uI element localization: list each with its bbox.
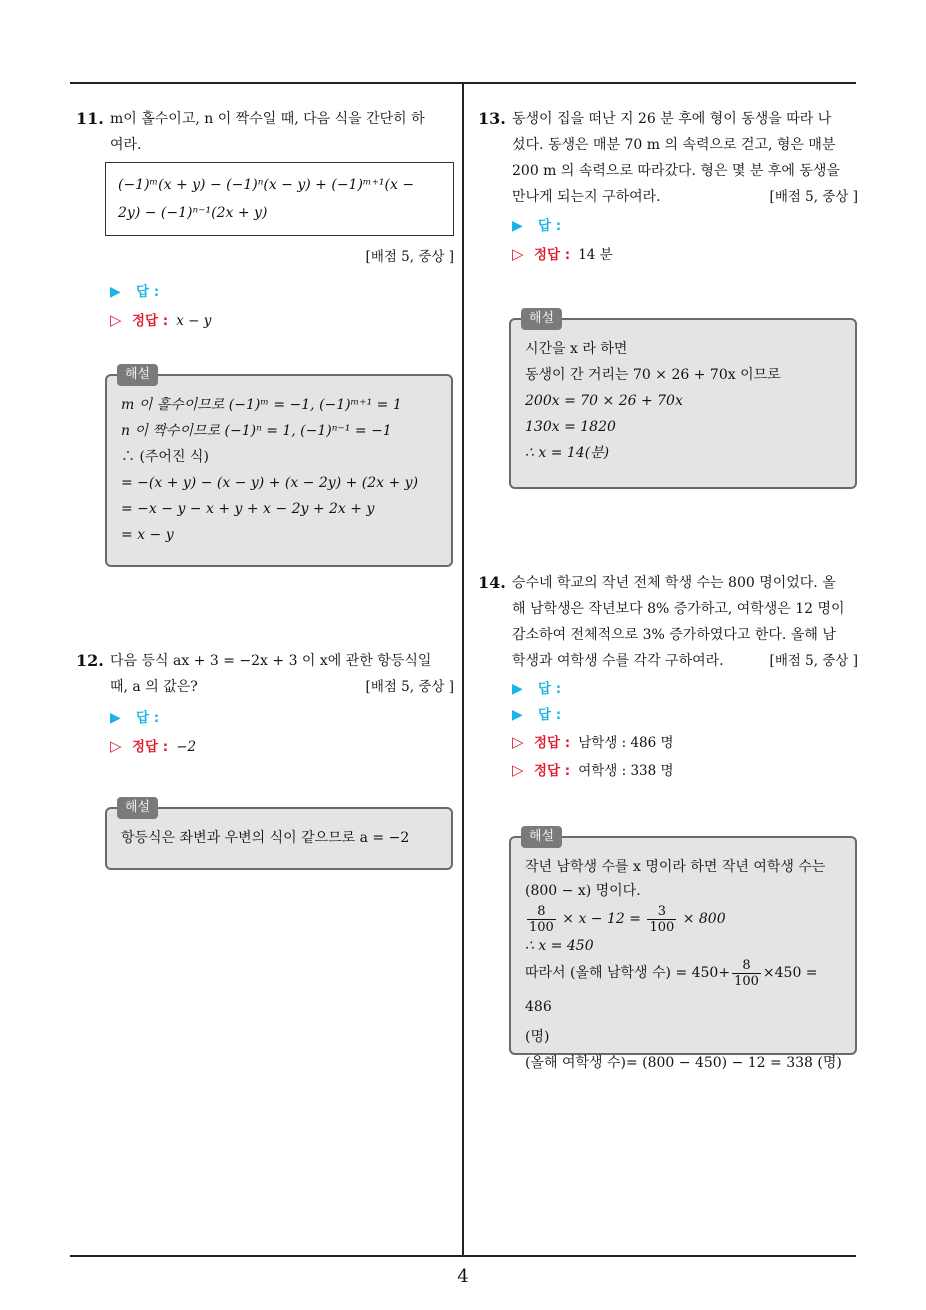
correct-arrow-icon: ▷ [512, 733, 524, 751]
solution-line: (올해 여학생 수)= (800 − 450) − 12 = 338 (명) [525, 1055, 842, 1071]
correct-arrow-icon: ▷ [512, 761, 524, 779]
solution-line: ∴ (주어진 식) [121, 449, 209, 465]
numerator: 8 [732, 958, 761, 974]
correct-label: 정답 : [132, 313, 169, 329]
solution-tag: 해설 [117, 797, 158, 819]
question-line-with-rating [110, 674, 454, 700]
question-text: 학생과 여학생 수를 각각 구하여라. [512, 653, 724, 669]
problem-13 [478, 106, 858, 268]
solution-line: 항등식은 좌변과 우변의 식이 같으므로 a = −2 [121, 830, 410, 846]
expression-line: 2y) − (−1)ⁿ⁻¹(2x + y) [118, 205, 268, 221]
problem-number: 13. [478, 109, 506, 128]
numerator: 8 [527, 904, 556, 920]
solution-line: 시간을 x 라 하면 [525, 341, 628, 357]
answer-arrow-icon: ▶ [110, 284, 121, 300]
correct-answer-row [512, 240, 858, 268]
question-text: 승수네 학교의 작년 전체 학생 수는 800 명이었다. 올 [512, 575, 836, 591]
correct-label: 정답 : [534, 735, 571, 751]
solution-box-12 [105, 800, 453, 870]
denominator: 100 [649, 919, 675, 935]
solution-equation [525, 902, 843, 936]
correct-arrow-icon: ▷ [512, 245, 524, 263]
answer-arrow-icon: ▶ [110, 710, 121, 726]
correct-label: 정답 : [132, 739, 169, 755]
fraction [647, 904, 676, 935]
correct-answer: 남학생 : 486 명 [578, 735, 674, 751]
solution-line: 작년 남학생 수를 x 명이라 하면 작년 여학생 수는 [525, 859, 826, 875]
solution-line: = x − y [121, 527, 174, 543]
question-line-with-rating [512, 184, 858, 210]
score-rating: [배점 5, 중상 ] [365, 679, 454, 695]
answer-row [110, 278, 454, 306]
fraction [732, 958, 761, 989]
correct-answer-row [512, 756, 858, 784]
question-line-with-rating [512, 648, 858, 674]
denominator: 100 [734, 973, 759, 989]
correct-answer: −2 [176, 739, 197, 755]
solution-box-14 [509, 829, 857, 1071]
question-text: 여라. [110, 137, 142, 153]
problem-11 [76, 106, 454, 334]
solution-line: = −(x + y) − (x − y) + (x − 2y) + (2x + y) [121, 475, 419, 491]
question-text: m이 홀수이고, n 이 짝수일 때, 다음 식을 간단히 하 [110, 111, 425, 127]
question-text: 감소하여 전체적으로 3% 증가하였다고 한다. 올해 남 [512, 627, 836, 643]
answer-row [110, 704, 454, 732]
correct-arrow-icon: ▷ [110, 737, 122, 755]
page-number: 4 [457, 1266, 469, 1287]
question-text: 200 m 의 속력으로 따라갔다. 형은 몇 분 후에 동생을 [512, 163, 840, 179]
question-text: 다음 등식 ax + 3 = −2x + 3 이 x에 관한 항등식일 [110, 653, 432, 669]
correct-label: 정답 : [534, 247, 571, 263]
answer-row [512, 676, 858, 702]
solution-line: n 이 짝수이므로 (−1)ⁿ = 1, (−1)ⁿ⁻¹ = −1 [121, 423, 392, 439]
question-text: 때, a 의 값은? [110, 679, 198, 695]
solution-line: ∴ x = 450 [525, 938, 594, 954]
question-text: 동생이 집을 떠난 지 26 분 후에 형이 동생을 따라 나 [512, 111, 832, 127]
question-text: 섰다. 동생은 매분 70 m 의 속력으로 걷고, 형은 매분 [512, 137, 836, 153]
solution-line: (800 − x) 명이다. [525, 883, 641, 899]
denominator: 100 [529, 919, 554, 935]
solution-tag: 해설 [521, 308, 562, 330]
problem-number: 12. [76, 651, 104, 670]
score-rating: [배점 5, 중상 ] [769, 189, 858, 205]
expression-line: (−1)ᵐ(x + y) − (−1)ⁿ(x − y) + (−1)ᵐ⁺¹(x − [118, 177, 415, 193]
answer-label: 답 : [136, 710, 160, 726]
score-rating: [배점 5, 중상 ] [365, 249, 454, 265]
answer-row [512, 212, 858, 240]
correct-answer-row [110, 732, 454, 760]
question-text: 해 남학생은 작년보다 8% 증가하고, 여학생은 12 명이 [512, 601, 845, 617]
solution-tag: 해설 [521, 826, 562, 848]
equation-part: ×450 = 486 [525, 965, 818, 1015]
solution-line: = −x − y − x + y + x − 2y + 2x + y [121, 501, 375, 517]
answer-label: 답 : [136, 284, 160, 300]
answer-label: 답 : [538, 681, 562, 697]
answer-label: 답 : [538, 707, 562, 723]
problem-14 [478, 570, 858, 784]
solution-box-11 [105, 367, 453, 567]
expression-box [105, 162, 454, 236]
column-divider [462, 82, 464, 1255]
equation-part: × x − 12 = [562, 911, 641, 927]
answer-arrow-icon: ▶ [512, 681, 523, 697]
solution-line: 동생이 간 거리는 70 × 26 + 70x 이므로 [525, 367, 781, 383]
equation-part: 따라서 (올해 남학생 수) = 450+ [525, 965, 731, 981]
solution-tag: 해설 [117, 364, 158, 386]
solution-box-13 [509, 311, 857, 489]
problem-number: 11. [76, 109, 104, 128]
solution-line: (명) [525, 1029, 550, 1045]
correct-answer: x − y [176, 313, 212, 329]
equation-part: × 800 [682, 911, 726, 927]
answer-arrow-icon: ▶ [512, 218, 523, 234]
solution-line: ∴ x = 14(분) [525, 445, 610, 461]
correct-answer-row [110, 306, 454, 334]
correct-label: 정답 : [534, 763, 571, 779]
problem-number: 14. [478, 573, 506, 592]
correct-answer: 14 분 [578, 247, 613, 263]
correct-answer-row [512, 728, 858, 756]
fraction [527, 904, 556, 935]
footer-rule [70, 1255, 856, 1257]
solution-equation [525, 956, 843, 1024]
problem-12 [76, 648, 454, 760]
answer-arrow-icon: ▶ [512, 707, 523, 723]
solution-line: 200x = 70 × 26 + 70x [525, 393, 683, 409]
solution-line: m 이 홀수이므로 (−1)ᵐ = −1, (−1)ᵐ⁺¹ = 1 [121, 397, 402, 413]
correct-arrow-icon: ▷ [110, 311, 122, 329]
score-rating: [배점 5, 중상 ] [769, 653, 858, 669]
solution-line: 130x = 1820 [525, 419, 616, 435]
numerator: 3 [647, 904, 676, 920]
answer-row [512, 702, 858, 728]
question-text: 만나게 되는지 구하여라. [512, 189, 661, 205]
answer-label: 답 : [538, 218, 562, 234]
correct-answer: 여학생 : 338 명 [578, 763, 674, 779]
